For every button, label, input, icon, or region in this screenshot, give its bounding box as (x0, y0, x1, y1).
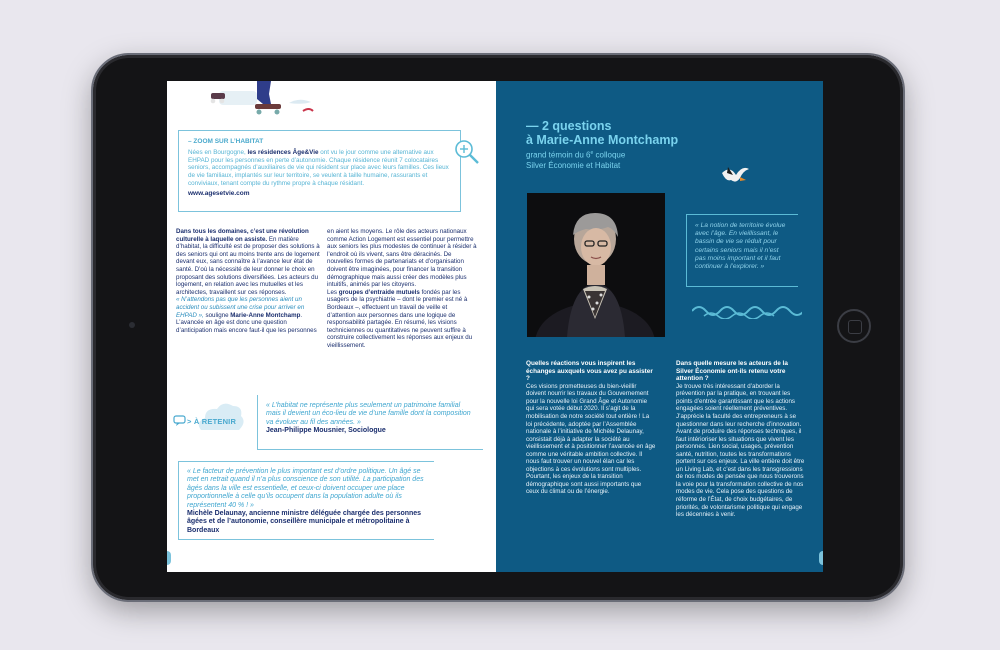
left-page (167, 81, 496, 572)
magnifier-icon (454, 139, 480, 165)
quote-delaunay (178, 461, 434, 540)
page-turn-handle-left[interactable] (167, 551, 171, 565)
question-text: Quelles réactions vous inspirent les échanges auxquels vous avez pu assister ? (526, 360, 653, 383)
home-button[interactable] (837, 309, 871, 343)
portrait-photo (527, 193, 665, 337)
pull-quote-text: « La notion de territoire évolue avec l’âge. En vieillissant, le bassin de vie se réduit pour certains seniors mais il n’est pas moins important et il faut continuer à l’explorer. » (695, 222, 786, 271)
right-page (496, 81, 823, 572)
quote-author: Michèle Delaunay, ancienne ministre déléguée chargée des personnes âgées et de l’autonomie, conseillère municipale et métropolitaine à Bordeaux (187, 510, 422, 534)
interview-title-block (526, 119, 678, 171)
quote-author: Jean-Philippe Mousnier, Sociologue (266, 427, 386, 435)
page-turn-handle-right[interactable] (819, 551, 823, 565)
camera-icon (129, 322, 135, 328)
a-retenir-label: > À RETENIR (187, 417, 237, 426)
quote-mousnier (257, 395, 483, 450)
answer-text: Ces visions prometteuses du bien-vieillir doivent nourrir les travaux du Gouvernement pour la nouvelle loi Grand Âge et Autonomie qui sera votée début 2020. Il s’agit de la mobilisation de notre société tout entière ! La loi précédente, adoptée par l’Assemblée nationale à l’initiative de Michèle Delaunay, consistait déjà à adapter la société au vieillissement et à positionner l’avancée en âge comme une véritable ambition collective. Il nous faut trouver un nouvel élan car les objections à ces évolutions sont multiples. Pourtant, les enjeux de la transition démographique sont aussi importants que ceux du climat ou de l’énergie. (526, 382, 656, 496)
zoom-habitat-box (178, 130, 461, 212)
interview-subtitle: grand témoin du 6e colloque Silver Économie et Habitat (526, 150, 626, 170)
interview-title-line-2: à Marie-Anne Montchamp (526, 133, 679, 147)
magazine-spread (167, 81, 823, 572)
article-column-2: en aient les moyens. Le rôle des acteurs nationaux comme Action Logement est essentiel pour permettre aux seniors les plus modestes de continuer à résider à l’endroit où ils vivent, sans être déracinés. De nouvelles formes de partenariats et d’organisation doivent être imaginées, pour financer la transition démographique mais aussi créer des modèles plus intuitifs, animés par les citoyens. Les groupes d’entraide mutuels fondés par les usagers de la psychiatrie – dont le premier est né à Bordeaux –, effectuent un travail de veille et d’attention aux personnes dans une logique de responsabilité partagée. En résumé, les visions techniciennes ou quantitatives ne peuvent suffire à construire collectivement les réponses aux enjeux du vieillissement. (327, 228, 477, 349)
skater-illustration (207, 81, 337, 123)
interview-question-2 (676, 360, 806, 519)
question-text: Dans quelle mesure les acteurs de la Silver Économie ont-ils retenu votre attention ? (676, 360, 788, 383)
zoom-text: Nées en Bourgogne, les résidences Âge&Vie ont vu le jour comme une alternative aux EHPAD pour les personnes en perte d’autonomie. Chaque résidence réunit 7 colocataires seniors, accompagnés d’auxiliaires de vie qui résident sur place avec leurs familles. Ces lieux de vie familiaux, implantés sur leur territoire, se veulent à taille humaine, rassurants et conviviaux, tenant compte du rythme propre à chaque résidant. (188, 149, 449, 187)
zoom-url-link[interactable]: www.agesetvie.com (188, 189, 250, 197)
quote-text: « Le facteur de prévention le plus important est d’ordre politique. Un âgé se met en retrait quand il n’a plus conscience de son utilité. La participation des âgés dans la ville est essentielle, et ceux-ci doivent occuper une place proportionnelle à celle qu’ils occupent dans la population adulte où ils représentent 40 % ! » (187, 468, 424, 509)
answer-text: Je trouve très intéressant d’aborder la prévention par la pratique, en trouvant les points d’entrée garantissant que les actions engagées soient réellement préventives. J’apprécie la faculté des entrepreneurs à se questionner dans leur recherche d’innovation. Avant de produire des réponses techniques, il faut intérioriser les situations que vivent les personnes. Lien social, usages, prévention santé, nutrition, toutes les transformations portent sur ces enjeux. La ville entière doit être un Living Lab, et c’est dans les transgressions de nos modes de pensée que nous trouverons la voie pour la transformation collective de nos modes de vie. Cela pose des questions de réforme de l’État, de choix budgétaires, de priorités, de volontarisme politique qui engage les décennies à venir. (676, 382, 805, 519)
quote-text: « L’habitat ne représente plus seulement un patrimoine familial mais il devient un éco-lieu de vie d’une famille dont la composition va évoluer au fil des années. » (266, 402, 471, 426)
tablet-frame (93, 55, 903, 600)
pull-quote (686, 214, 798, 287)
interview-title-line-1: — 2 questions (526, 119, 612, 133)
zoom-heading: – ZOOM SUR L’HABITAT (188, 138, 264, 145)
speech-bubble-icon (173, 415, 187, 427)
bird-illustration (720, 163, 750, 185)
wave-illustration (692, 303, 802, 319)
article-column-1: Dans tous les domaines, c’est une révolution culturelle à laquelle on assiste. En matière d’habitat, la difficulté est de proposer des solutions à des seniors qui ont au moins trente ans de logement devant eux, sans connaître à l’avance leur état de santé. D’où la nécessité de leur donner le choix en proposant des solutions diversifiées. Les acteurs du logement, en relation avec les mutuelles et les architectes, travaillent sur ces réponses. « N’attendons pas que les personnes aient un accident ou subissent une crise pour arriver en EHPAD », souligne Marie-Anne Montchamp. L’avancée en âge est donc une question d’anticipation mais encore faut-il que les personnes (176, 228, 320, 334)
interview-question-1 (526, 360, 656, 496)
